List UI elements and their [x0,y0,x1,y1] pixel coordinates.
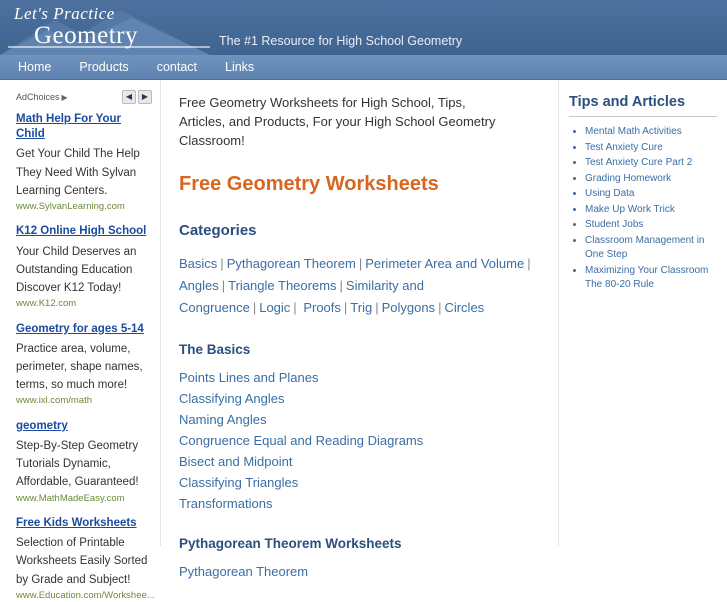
tips-link-test-anxiety-cure[interactable]: Test Anxiety Cure [585,141,663,153]
adchoices-triangle-icon: ▶ [61,92,68,102]
ad-carousel-controls [122,90,152,104]
pythagorean-heading: Pythagorean Theorem Worksheets [179,535,402,551]
category-link-circles[interactable]: Circles [444,300,485,316]
link-separator: | [438,300,442,316]
nav-item-links[interactable]: Links [225,60,255,74]
nav-item-home[interactable]: Home [18,60,52,74]
ad-body: Selection of Printable Worksheets Easily Sorted by Grade and Subject! [16,537,148,586]
basics-link-congruence-equal-reading-diagrams[interactable]: Congruence Equal and Reading Diagrams [179,432,424,448]
ad-body: Your Child Deserves an Outstanding Education Discover K12 Today! [16,245,137,294]
category-link-perimeter-area-volume[interactable]: Perimeter Area and Volume [365,255,525,271]
page-title: Free Geometry Worksheets [179,172,439,195]
tips-link-make-up-work-trick[interactable]: Make Up Work Trick [585,203,675,215]
left-sidebar-ads [0,80,160,601]
logo-line2: Geometry [34,22,138,49]
intro-paragraph: Free Geometry Worksheets for High School, Tips, Articles, and Products, For your High School Geometry Classroom! [179,95,496,148]
basics-link-transformations[interactable]: Transformations [179,495,273,511]
ad-url[interactable]: www.SylvanLearning.com [16,200,125,212]
category-link-angles[interactable]: Angles [179,277,219,293]
link-separator: | [375,300,379,316]
ad-url[interactable]: www.Education.com/Workshee... [16,589,155,601]
ad-prev-icon[interactable]: ◀ [122,90,136,104]
adchoices-bar [16,90,152,104]
ad-url[interactable]: www.MathMadeEasy.com [16,492,125,504]
basics-link-points-lines-planes[interactable]: Points Lines and Planes [179,369,319,385]
link-separator: | [358,255,363,271]
page-body [0,80,727,601]
basics-heading: The Basics [179,341,251,357]
ad-title[interactable]: Free Kids Worksheets [16,517,137,530]
link-separator: | [339,277,343,293]
link-separator: | [293,300,297,316]
ad-item[interactable] [16,419,152,505]
category-link-list [179,253,539,320]
link-separator: | [220,255,224,271]
site-tagline: The #1 Resource for High School Geometry [219,34,463,48]
main-navigation [0,55,727,80]
tips-link-maximizing-your-classroom-80-20-rule[interactable]: Maximizing Your Classroom The 80-20 Rule [585,264,709,290]
ad-title[interactable]: K12 Online High School [16,225,147,238]
ad-url[interactable]: www.ixl.com/math [16,395,93,407]
basics-link-bisect-and-midpoint[interactable]: Bisect and Midpoint [179,453,293,469]
basics-link-classifying-angles[interactable]: Classifying Angles [179,390,285,406]
list-item[interactable] [585,234,717,263]
ad-item[interactable] [16,112,152,213]
site-header [0,0,727,55]
list-item[interactable] [585,264,717,293]
tips-link-student-jobs[interactable]: Student Jobs [585,219,644,230]
ad-body: Get Your Child The Help They Need With Sylvan Learning Centers. [16,148,140,197]
link-separator: | [221,277,226,293]
category-link-proofs[interactable]: Proofs [303,300,341,316]
list-item[interactable] [585,218,717,233]
category-link-triangle-theorems[interactable]: Triangle Theorems [228,277,337,293]
ad-item[interactable] [16,322,152,408]
nav-item-contact[interactable]: contact [156,60,197,74]
category-link-similarity-congruence[interactable]: Similarity and Congruence [179,277,424,316]
adchoices-label: AdChoices [16,92,60,102]
basics-link-naming-angles[interactable]: Naming Angles [179,411,267,427]
right-sidebar-tips [559,80,727,546]
link-separator: | [252,300,257,316]
tips-list [567,125,717,293]
basics-link-classifying-triangles[interactable]: Classifying Triangles [179,474,299,490]
ad-title[interactable]: Geometry for ages 5-14 [16,322,144,335]
tips-link-using-data[interactable]: Using Data [585,188,635,199]
category-link-trig[interactable]: Trig [350,300,373,316]
tips-title: Tips and Articles [569,94,717,117]
link-separator: | [343,300,348,316]
tips-link-grading-homework[interactable]: Grading Homework [585,172,672,184]
pythagorean-link-pythagorean-theorem[interactable]: Pythagorean Theorem [179,563,309,579]
list-item[interactable] [585,125,717,140]
category-link-pythagorean-theorem[interactable]: Pythagorean Theorem [226,255,356,271]
ad-next-icon[interactable]: ▶ [138,90,152,104]
basics-link-list [179,367,548,514]
category-link-logic[interactable]: Logic [259,300,291,316]
category-link-polygons[interactable]: Polygons [381,300,436,316]
pythagorean-link-list [179,561,548,582]
ad-body: Step-By-Step Geometry Tutorials Dynamic, Affordable, Guaranteed! [16,440,139,489]
ad-url[interactable]: www.K12.com [16,298,77,310]
list-item[interactable] [585,203,717,218]
ad-item[interactable] [16,516,155,602]
logo-line1: Let's Practice [14,4,115,23]
list-item[interactable] [585,187,717,202]
ad-item[interactable] [16,224,152,310]
list-item[interactable] [585,141,717,156]
adchoices-label-group[interactable] [16,92,68,102]
ad-title[interactable]: geometry [16,419,68,432]
tips-link-test-anxiety-cure-part-2[interactable]: Test Anxiety Cure Part 2 [585,157,693,168]
list-item[interactable] [585,156,717,171]
main-content [160,80,559,579]
ad-body: Practice area, volume, perimeter, shape names, terms, so much more! [16,342,143,392]
ad-title[interactable]: Math Help For Your Child [16,113,121,141]
nav-item-products[interactable]: Products [79,60,129,74]
tips-link-mental-math-activities[interactable]: Mental Math Activities [585,126,682,137]
list-item[interactable] [585,172,717,187]
category-link-basics[interactable]: Basics [179,255,218,271]
categories-heading: Categories [179,221,257,239]
link-separator: | [527,255,531,271]
tips-link-classroom-management-in-one-step[interactable]: Classroom Management in One Step [585,234,705,260]
